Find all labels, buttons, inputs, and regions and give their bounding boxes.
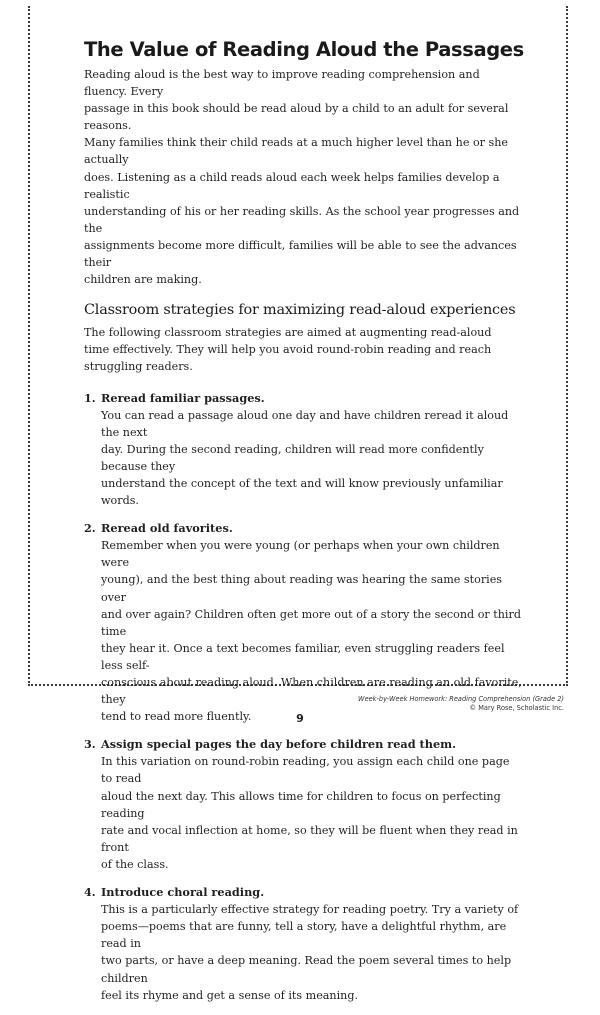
footer-credit: [358, 695, 564, 713]
strategy-line: Remember when you were young (or perhaps when your own children were: [101, 539, 500, 570]
strategy-line: This is a particularly effective strategy for reading poetry. Try a variety of: [101, 903, 519, 917]
strategy-body: [101, 753, 524, 873]
strategy-line: day. During the second reading, children will read more confidently because they: [101, 442, 484, 473]
subintro-paragraph: [84, 324, 524, 375]
strategy-line: and over again? Children often get more out of a story the second or third time: [101, 607, 521, 638]
subintro-line: struggling readers.: [84, 360, 193, 374]
strategy-number: 2.: [84, 522, 96, 536]
strategy-item: [84, 736, 524, 873]
strategy-body: [101, 901, 524, 1004]
intro-line: assignments become more difficult, families will be able to see the advances their: [84, 238, 517, 270]
main-content: [84, 38, 524, 1015]
strategy-number: 1.: [84, 391, 96, 405]
strategy-line: rate and vocal inflection at home, so they will be fluent when they read in front: [101, 823, 518, 854]
strategy-line: two parts, or have a deep meaning. Read the poem several times to help children: [101, 954, 512, 985]
intro-line: children are making.: [84, 273, 202, 287]
strategy-line: understand the concept of the text and will know previously unfamiliar words.: [101, 476, 503, 508]
subintro-line: The following classroom strategies are aimed at augmenting read-aloud: [84, 326, 492, 340]
strategy-line: conscious about reading aloud. When children are reading an old favorite, they: [101, 676, 522, 707]
strategy-item: [84, 884, 524, 1004]
intro-paragraph: [84, 66, 524, 288]
subintro-line: time effectively. They will help you avoid round-robin reading and reach: [84, 343, 492, 357]
strategy-number: 3.: [84, 738, 96, 752]
strategy-title: Assign special pages the day before children read them.: [101, 737, 457, 752]
strategy-title: Reread old favorites.: [101, 521, 233, 536]
strategy-line: poems—poems that are funny, tell a story, have a delightful rhythm, are read in: [101, 920, 507, 951]
strategy-item: [84, 390, 524, 510]
intro-line: Many families think their child reads at a much higher level than he or she actually: [84, 136, 509, 167]
strategy-line: they hear it. Once a text becomes familiar, even struggling readers feel less self-: [101, 641, 505, 672]
intro-line: passage in this book should be read aloud by a child to an adult for several reasons.: [84, 102, 509, 133]
copyright-notice: © Mary Rose, Scholastic Inc.: [469, 704, 564, 712]
strategy-line: In this variation on round-robin reading, you assign each child one page to read: [101, 755, 510, 786]
strategy-title: Introduce choral reading.: [101, 885, 265, 900]
strategy-line: young), and the best thing about reading was hearing the same stories over: [101, 573, 503, 604]
strategy-line: You can read a passage aloud one day and have children reread it aloud the next: [101, 408, 509, 439]
strategy-line: of the class.: [101, 857, 169, 871]
strategy-body: [101, 407, 524, 510]
page-heading: The Value of Reading Aloud the Passages: [84, 38, 524, 61]
page-number: 9: [296, 712, 304, 725]
intro-line: understanding of his or her reading skills. As the school year progresses and the: [84, 204, 520, 235]
strategy-number: 4.: [84, 886, 96, 900]
intro-line: does. Listening as a child reads aloud each week helps families develop a realistic: [84, 170, 500, 201]
book-title: Week-by-Week Homework: Reading Comprehension (Grade 2): [358, 695, 564, 703]
strategy-line: aloud the next day. This allows time for children to focus on perfecting reading: [101, 789, 501, 820]
strategy-line: feel its rhyme and get a sense of its meaning.: [101, 988, 359, 1002]
section-subheading: Classroom strategies for maximizing read-aloud experiences: [84, 302, 516, 319]
strategy-line: tend to read more fluently.: [101, 710, 252, 724]
intro-line: Reading aloud is the best way to improve reading comprehension and fluency. Every: [84, 68, 480, 99]
strategy-title: Reread familiar passages.: [101, 390, 265, 405]
